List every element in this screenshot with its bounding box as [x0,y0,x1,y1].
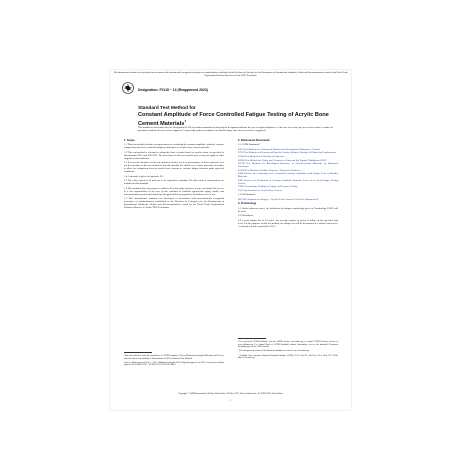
para-1-1: 1.1 This test method describes test procedures for evaluating the constant amplitude, uniaxial, tension-compression and force controlled fatigue performance of acrylic bone cement materials. [124,143,224,150]
para-3-2: 3.2 Definitions: [238,214,254,218]
para-2-2: 2.2 ISO Standard: [238,193,256,197]
section-1-heading: 1. Scope [124,139,135,142]
title-line-1: Standard Test Method for [138,106,196,111]
reference-item[interactable]: D2990 Test Method for Clarity and Cleanness of Paint and Ink Liquids (Withdrawn 2003)³ [238,158,327,162]
reference-item[interactable]: D623 Test Methods for Vulcanized Rubber and Thermoplastic Elastomers—Tension [238,147,321,151]
section-2-heading: 2. Referenced Documents [238,139,270,142]
designation: Designation: F2118 − 14 (Reapproved 2020) [138,88,208,92]
title-text: Constant Amplitude of Force Controlled Fatigue Testing of Acrylic Bone Cement Materials [138,111,329,127]
copyright-footer: Copyright © ASTM International, 100 Barr Harbor Drive, PO Box C700, West Conshohocken, PA 19428-2959. United States [178,393,283,395]
right-footnote-rule [238,338,266,339]
para-3-1: 3.1 Unless otherwise given, the definitions for fatigue terminology given in Terminology E1823 will be used. [238,206,338,213]
para-1-6: 1.6 This standard does not purport to address all of the safety concerns, if any, associated with its use. It is the responsibility of the user of this standard to establish appropriate safety, health, and environmental practices and determine the applicability of regulatory limitations prior to use. [124,186,224,196]
document-page [110,70,351,410]
right-footnote-3: ⁴ Available from American National Standards Institute (ANSI), 25 W. 43rd St., 4th Floor, New York, NY 10036, http://www.ansi.org. [238,354,338,360]
para-1-7: 1.7 This international standard was developed in accordance with internationally recognized principles on standardization established in the Decision on Principles for the Development of International Standards, Guides and Recommendations issued by the World Trade Organization Technical Barriers to Trade (TBT) Committee. [124,197,224,210]
left-footnote-2: Current edition approved Sept. 1, 2020. Published September 2020. Originally approved in 2001. Last previous edition approved in 2014 as F2118 – 14. DOI: 10.1520/F2118-14R20. [124,361,224,367]
reference-item[interactable]: D792 Test Methods for Density and Specific Gravity (Relative Density) of Plastics by Displacement [238,151,336,155]
reference-item[interactable]: D2240 Test Method for Rubber Property—Durometer Hardness [238,168,301,172]
reference-item[interactable]: F451 Specification for Acrylic Bone Cement [238,188,282,192]
para-1-2: 1.2 This test method is relevant to orthopedic bone cements based on acrylic resins, as specified in Specification F451 and ISO 5833. The procedures in this test method may or may not apply to other surgical cement materials. [124,150,224,160]
left-footnote-rule [124,352,152,353]
reference-item[interactable]: D1084 Test Methods for Viscosity of Adhesives [238,154,285,158]
reference-item[interactable]: E1823 Terminology Relating to Fatigue and Fracture Testing [238,185,298,189]
para-3-2-1: 3.2.1 mean fatigue life at N cycles—the average number of cycles to failure at the specified load level. For the purposes of this test method, the fatigue life will be determined at 5 million load cycles. A rationale for this is provided in X1.1. [238,218,338,228]
reference-item[interactable]: E467 Practice for Verification of Constant Amplitude Dynamic Forces in an Axial Fatigue Testing System [238,178,338,185]
para-1-4: 1.4 A rationale is given in Appendix X1. [124,174,164,178]
right-footnote-1: ² For referenced ASTM standards, visit the ASTM website, www.astm.org, or contact ASTM Customer Service at service@astm.org. For Annual Book of ASTM Standards volume information, refer to the standard’s Document Summary page on the ASTM website. [238,341,338,349]
section-3-heading: 3. Terminology [238,202,257,206]
page-number: 1 [229,400,232,402]
issue-note: This standard is issued under the fixed designation F2118; the number immediately following the designation indicates the year of original adoption or, in the case of revision, the year of last revision. A number in parentheses indicates the year of last reapproval. A superscript epsilon (ε) indicates an editorial change since the last revision or reapproval. [138,127,333,132]
para-1-5: 1.5 The values stated in SI units are to be regarded as standard. No other units of measurement are included in this standard. [124,179,224,186]
reference-list [238,149,338,193]
reference-item[interactable]: D2749 Test Methods for Rheological Properties of Non-Newtonian Materials by Rotational Viscometer [238,162,338,169]
left-column [124,140,224,212]
para-2-1: 2.1 ASTM Standards:² [238,143,260,147]
iso-reference[interactable]: ISO 5833 Implants for Surgery—Acrylic Resin Cements (Cont’d in Orthopedics)⁴ [238,197,319,201]
right-column [238,140,338,230]
right-footnotes [238,341,338,361]
right-footnote-2: ³ The last approved version of this historical standard is referenced on www.astm.org. [238,350,310,353]
para-1-3: 1.3 It is not the intention of this test method to define levels of performance of these materials. It is not the intention of this test method to directly simulate the clinical use of these materials, but rather to allow for comparison between acrylic bone cements to evaluate fatigue behavior under specified conditions. [124,161,224,174]
astm-international-logo [122,82,134,94]
title-block [138,106,337,127]
title-superscript: 1 [184,118,186,123]
wto-notice: This international standard was developed in accordance with internationally recognized principles on standardization established in the Decision on Principles for the Development of International Standards, Guides and Recommendations issued by the World Trade Organization Technical Barriers to Trade (TBT) Committee. [113,72,348,77]
reference-item[interactable]: E466 Practice for Conducting Force Controlled Constant Amplitude Axial Fatigue Tests of Metallic Materials [238,172,338,179]
left-footnote-1: ¹This test method is under the jurisdiction of ASTM Committee F04 on Medical and Surgical Materials and Devices and is the direct responsibility of Subcommittee F04.15 on Material Test Methods. [124,355,224,360]
title-line-2 [138,112,337,127]
left-footnotes [124,355,224,369]
